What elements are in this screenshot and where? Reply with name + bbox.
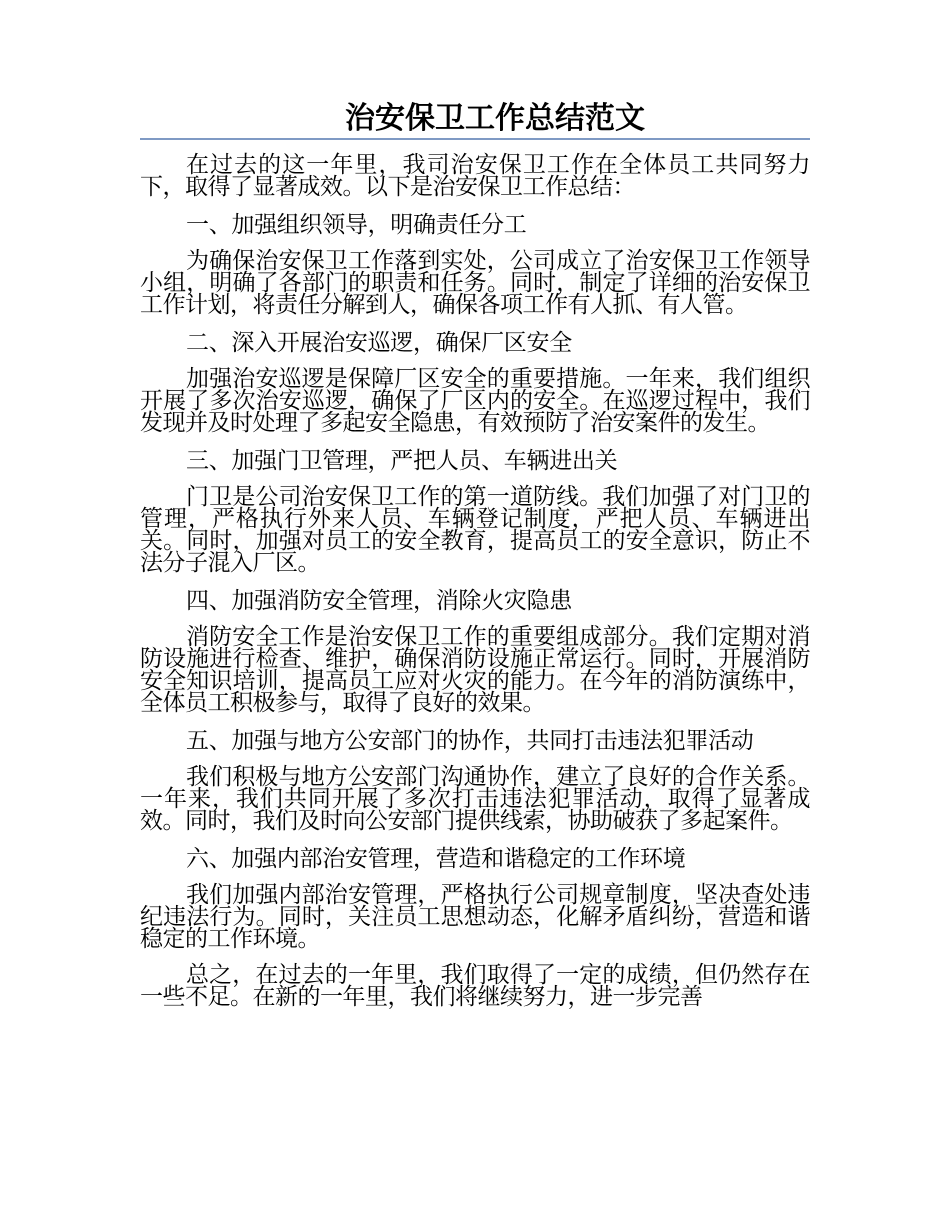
document-page [140,100,810,1022]
section-heading-5: 五、加强与地方公安部门的协作，共同打击违法犯罪活动 [186,728,754,754]
paragraph-1: 为确保治安保卫工作落到实处，公司成立了治安保卫工作领导小组，明确了各部门的职责和任务。同时，制定了详细的治安保卫工作计划，将责任分解到人，确保各项工作有人抓、有人管。 [140,248,810,318]
section-heading-1: 一、加强组织领导，明确责任分工 [186,212,527,238]
paragraph-intro: 在过去的这一年里，我司治安保卫工作在全体员工共同努力下，取得了显著成效。以下是治安保卫工作总结： [140,152,810,200]
paragraph-4: 消防安全工作是治安保卫工作的重要组成部分。我们定期对消防设施进行检查、维护，确保消防设施正常运行。同时，开展消防安全知识培训，提高员工应对火灾的能力。在今年的消防演练中，全体员工积极参与，取得了良好的效果。 [140,624,810,716]
paragraph-6: 我们加强内部治安管理，严格执行公司规章制度，坚决查处违纪违法行为。同时，关注员工思想动态，化解矛盾纠纷，营造和谐稳定的工作环境。 [140,882,810,952]
document-title: 治安保卫工作总结范文 [345,101,645,136]
paragraph-3: 门卫是公司治安保卫工作的第一道防线。我们加强了对门卫的管理，严格执行外来人员、车辆登记制度，严把人员、车辆进出关。同时，加强对员工的安全教育，提高员工的安全意识，防止不法分子混入厂区。 [140,484,810,576]
section-heading-6: 六、加强内部治安管理，营造和谐稳定的工作环境 [186,846,686,872]
section-heading-2: 二、深入开展治安巡逻，确保厂区安全 [186,330,572,356]
paragraph-5: 我们积极与地方公安部门沟通协作，建立了良好的合作关系。一年来，我们共同开展了多次打击违法犯罪活动，取得了显著成效。同时，我们及时向公安部门提供线索，协助破获了多起案件。 [140,764,810,834]
section-heading-4: 四、加强消防安全管理，消除火灾隐患 [186,588,572,614]
section-heading-3: 三、加强门卫管理，严把人员、车辆进出关 [186,448,618,474]
paragraph-2: 加强治安巡逻是保障厂区安全的重要措施。一年来，我们组织开展了多次治安巡逻，确保了厂区内的安全。在巡逻过程中，我们发现并及时处理了多起安全隐患，有效预防了治安案件的发生。 [140,366,810,436]
title-underline [140,138,810,140]
paragraph-conclusion: 总之，在过去的一年里，我们取得了一定的成绩，但仍然存在一些不足。在新的一年里，我们将继续努力，进一步完善 [140,962,810,1010]
